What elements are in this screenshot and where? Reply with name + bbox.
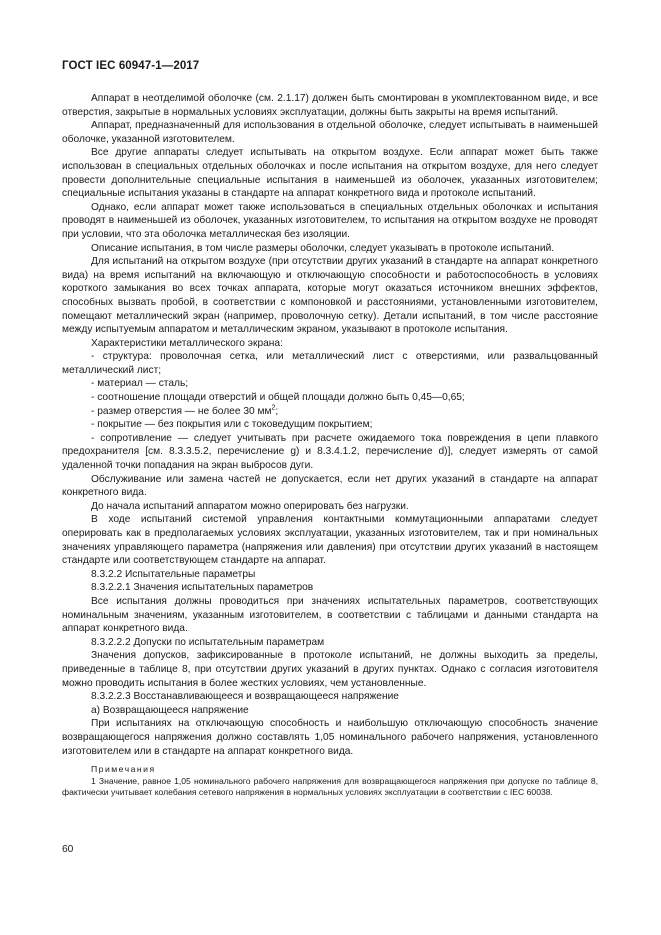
list-item: - сопротивление — следует учитывать при расчете ожидаемого тока повреждения в цепи плавкого предохранителя [см. 8.3.3.5.2, перечисление g) и 8.3.4.1.2, перечисление d)], следует измерять от самой удаленной точки попадания на экран выбросов дуги.	[62, 432, 598, 472]
paragraph: Характеристики металлического экрана:	[91, 337, 283, 349]
paragraph: До начала испытаний аппаратом можно оперировать без нагрузки.	[91, 500, 409, 512]
list-item: - покрытие — без покрытия или с токоведущим покрытием;	[91, 419, 373, 431]
document-code: ГОСТ IEC 60947-1—2017	[62, 60, 200, 72]
section-heading: 8.3.2.2.2 Допуски по испытательным параметрам	[91, 636, 325, 648]
list-item: - материал — сталь;	[91, 378, 189, 390]
notes	[62, 764, 598, 799]
paragraph: Аппарат в неотделимой оболочке (см. 2.1.17) должен быть смонтирован в укомплектованном виде, и все отверстия, закрытые в нормальных условиях эксплуатации, должны быть закрыты на время испытаний.	[62, 93, 598, 118]
paragraph: Для испытаний на открытом воздухе (при отсутствии других указаний в стандарте на аппарат конкретного вида) на время испытаний на включающую и отключающую способности и работоспособность в условиях короткого замыкания во всех точках аппарата, которые могут оказаться источником внешних эффектов, способных вызвать пробой, в соответствии с компоновкой и расстояниями, установленными изготовителем, помещают металлический экран (например, проволочную сетку). Детали испытаний, в том числе расстояние между испытуемым аппаратом и металлическим экраном, указывают в протоколе испытания.	[62, 256, 598, 336]
paragraph: Обслуживание или замена частей не допускается, если нет других указаний в стандарте на аппарат конкретного вида.	[62, 473, 598, 499]
list-item-text: - размер отверстия — не более 30 мм	[91, 405, 272, 417]
list-item: - соотношение площади отверстий и общей площади должно быть 0,45—0,65;	[91, 392, 465, 404]
paragraph: Все испытания должны проводиться при значениях испытательных параметров, соответствующих номинальным значениям, указанным изготовителем, в соответствии с таблицами и данными стандарта на аппарат конкретного вида.	[62, 595, 598, 635]
notes-title: Примечания	[91, 764, 156, 775]
paragraph: Значения допусков, зафиксированные в протоколе испытаний, не должны выходить за пределы, приведенные в таблице 8, при отсутствии других указаний в других пунктах. Однако с согласия изготовителя можно проводить испытания в более жестких условиях, чем установленные.	[62, 650, 598, 689]
paragraph: Все другие аппараты следует испытывать на открытом воздухе. Если аппарат может быть также использован в специальных отдельных оболочках и после испытания на открытом воздухе, для него следует провести дополнительные специальные испытания в наименьшей из оболочек, указанных изготовителем; специальные испытания указаны в стандарте на аппарат конкретного вида и протоколе испытаний.	[62, 147, 598, 200]
punctuation: ;	[275, 405, 279, 417]
main-text	[62, 92, 598, 799]
paragraph: Описание испытания, в том числе размеры оболочки, следует указывать в протоколе испытаний.	[91, 242, 555, 254]
paragraph: Однако, если аппарат может также использоваться в специальных отдельных оболочках и испытания проводят в наименьшей из оболочек, указанных изготовителем, то испытания на открытом воздухе не проводят при условии, что эта оболочка металлическая без изоляции.	[62, 201, 598, 240]
list-item	[62, 405, 598, 419]
list-item: - структура: проволочная сетка, или металлический лист с отверстиями, или развальцованный металлический лист;	[62, 351, 598, 376]
paragraph: Аппарат, предназначенный для использования в отдельной оболочке, следует испытывать в наименьшей оболочке, указанной изготовителем.	[62, 120, 598, 145]
superscript: 2	[271, 404, 276, 412]
section-heading: 8.3.2.2.3 Восстанавливающееся и возвращающееся напряжение	[91, 691, 399, 703]
section-heading: 8.3.2.2 Испытательные параметры	[91, 568, 256, 580]
note-item: 1 Значение, равное 1,05 номинального рабочего напряжения для возвращающегося напряжения при допуске по таблице 8, фактически учитывает колебания сетевого напряжения в нормальных условиях эксплуатации в соответствии с IEC 60038.	[62, 775, 598, 798]
paragraph: При испытаниях на отключающую способность и наибольшую отключающую способность значение возвращающегося напряжения должно составлять 1,05 номинального рабочего напряжения, установленного изготовителем или в стандарте на аппарат конкретного вида.	[62, 718, 598, 757]
section-heading: 8.3.2.2.1 Значения испытательных параметров	[91, 582, 314, 594]
paragraph: В ходе испытаний системой управления контактными коммутационными аппаратами следует оперировать как в предполагаемых условиях эксплуатации, указанных изготовителем, так и при номинальных значениях управляющего параметра (напряжения или давления) при отсутствии других указаний в настоящем стандарте или соответствующем стандарте на аппарат.	[62, 514, 598, 567]
subsection-heading: a) Возвращающееся напряжение	[91, 704, 249, 716]
page-number: 60	[62, 844, 74, 855]
